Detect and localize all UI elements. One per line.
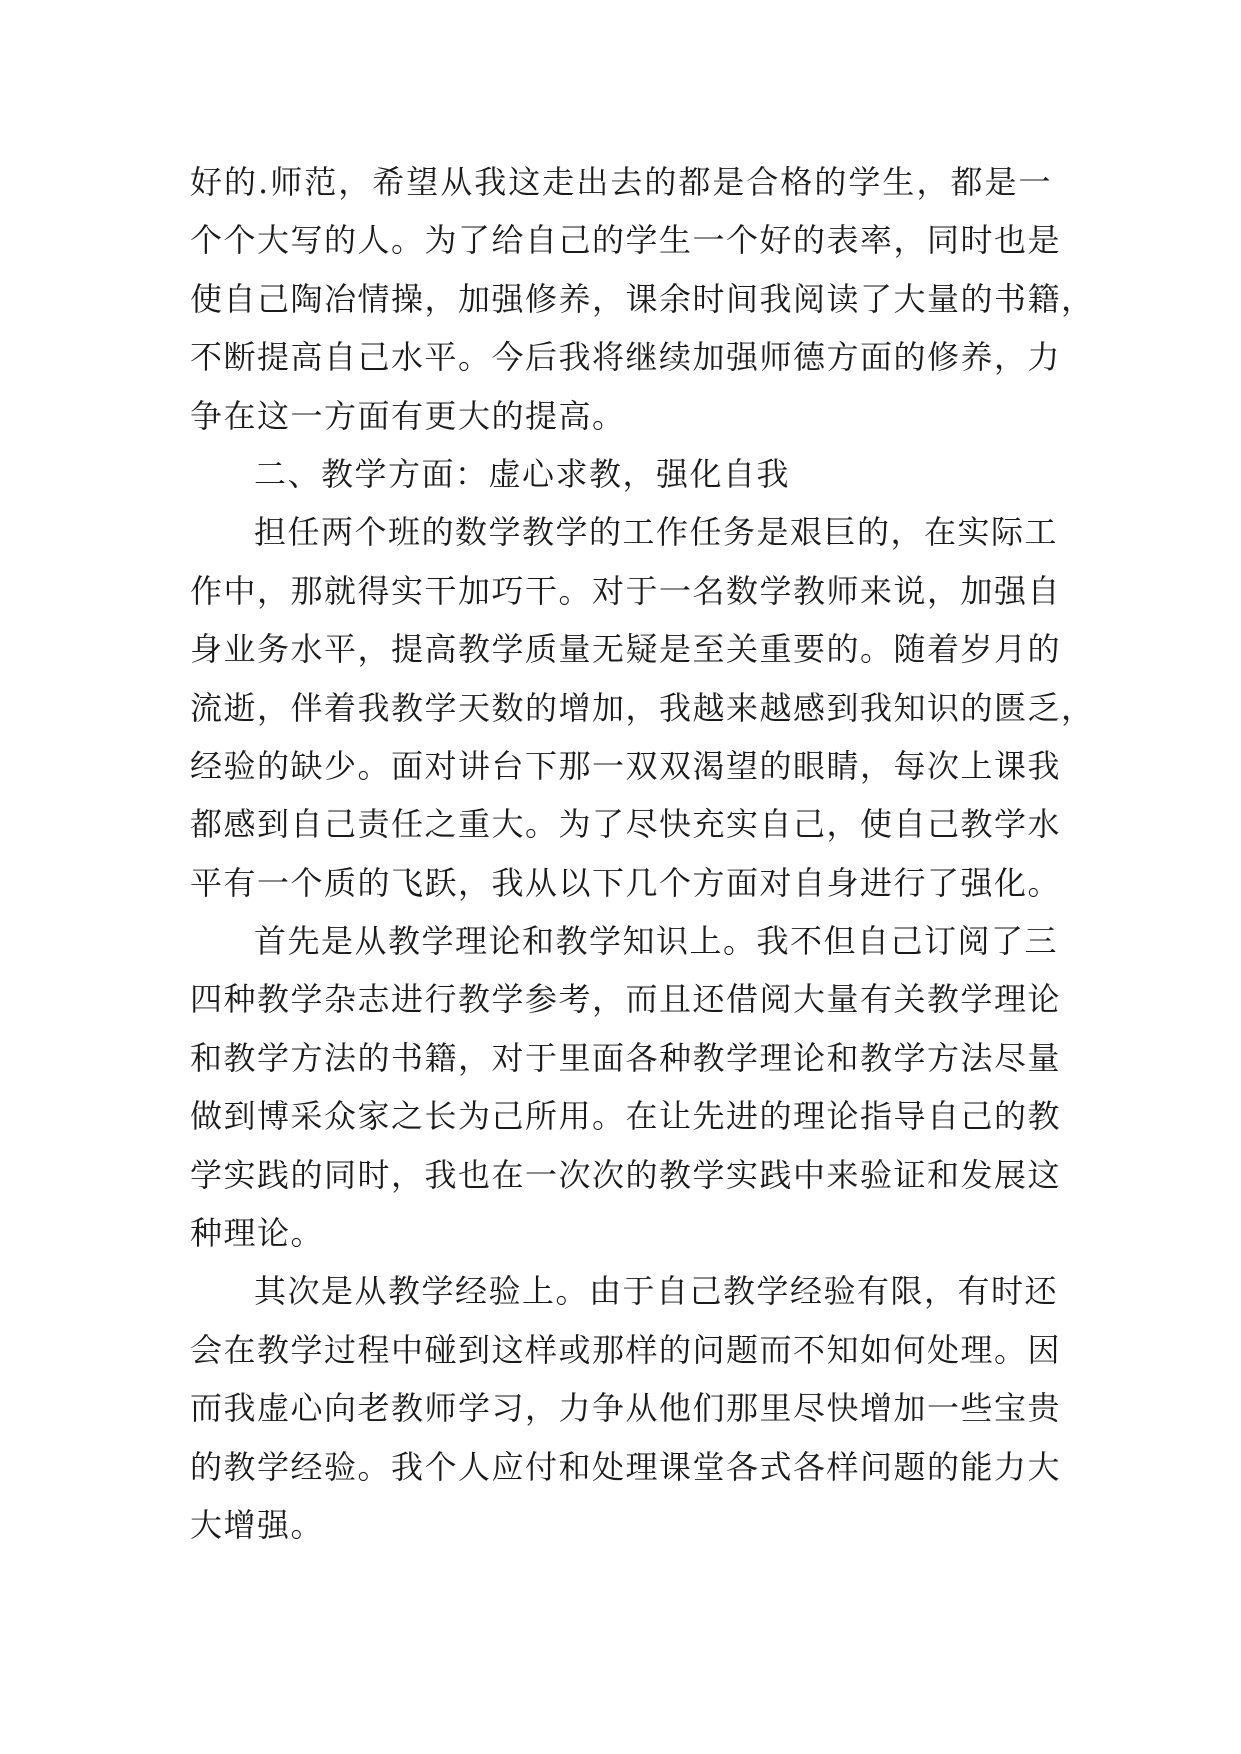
text-line: 担任两个班的数学教学的工作任务是艰巨的，在实际工 — [254, 513, 1059, 552]
text-line: 而我虚心向老教师学习，力争从他们那里尽快增加一些宝贵 — [190, 1389, 1062, 1428]
text-line: 都感到自己责任之重大。为了尽快充实自己，使自己教学水 — [190, 805, 1062, 844]
text-line: 好的.师范，希望从我这走出去的都是合格的学生，都是一 — [190, 163, 1052, 201]
text-line: 争在这一方面有更大的提高。 — [190, 396, 626, 435]
text-line: 首先是从教学理论和教学知识上。我不但自己订阅了三 — [254, 922, 1059, 961]
document-body — [190, 153, 1095, 1554]
text-line: 会在教学过程中碰到这样或那样的问题而不知如何处理。因 — [190, 1330, 1062, 1369]
text-line: 做到博采众家之长为己所用。在让先进的理论指导自己的教 — [190, 1097, 1062, 1136]
text-line: 种理论。 — [190, 1214, 325, 1253]
text-line: 大增强。 — [190, 1505, 325, 1544]
text-line: 四种教学杂志进行教学参考，而且还借阅大量有关教学理论 — [190, 980, 1062, 1019]
text-line: 和教学方法的书籍，对于里面各种教学理论和教学方法尽量 — [190, 1038, 1062, 1077]
text-line: 平有一个质的飞跃，我从以下几个方面对自身进行了强化。 — [190, 863, 1062, 902]
text-line: 经验的缺少。面对讲台下那一双双渴望的眼睛，每次上课我 — [190, 746, 1062, 785]
text-line: 不断提高自己水平。今后我将继续加强师德方面的修养，力 — [190, 338, 1062, 377]
text-line: 的教学经验。我个人应付和处理课堂各式各样问题的能力大 — [190, 1447, 1062, 1486]
text-line: 个个大写的人。为了给自己的学生一个好的表率，同时也是 — [190, 221, 1062, 260]
text-line: 身业务水平，提高教学质量无疑是至关重要的。随着岁月的 — [190, 630, 1062, 669]
text-line: 流逝，伴着我教学天数的增加，我越来越感到我知识的匮乏， — [190, 688, 1095, 727]
text-line: 其次是从教学经验上。由于自己教学经验有限，有时还 — [254, 1272, 1059, 1311]
section-heading: 二、教学方面：虚心求教，强化自我 — [254, 454, 791, 493]
text-line: 使自己陶冶情操，加强修养，课余时间我阅读了大量的书籍， — [190, 279, 1095, 318]
text-line: 作中，那就得实干加巧干。对于一名数学教师来说，加强自 — [190, 571, 1062, 610]
text-line: 学实践的同时，我也在一次次的教学实践中来验证和发展这 — [190, 1155, 1062, 1194]
